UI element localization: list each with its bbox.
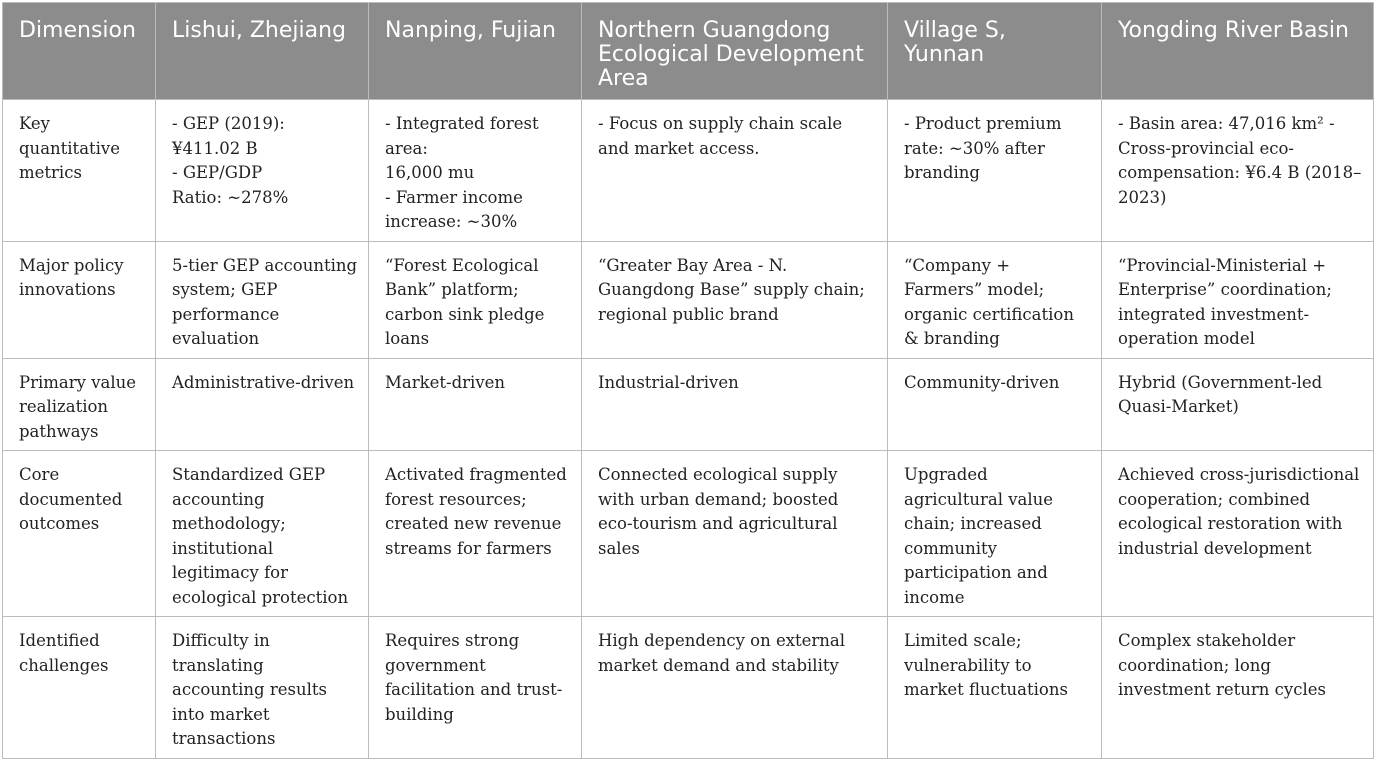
cell-line: ¥411.02 B <box>172 138 258 158</box>
table-cell: Market-driven <box>369 358 582 451</box>
cell-line: Ratio: ~278% <box>172 187 289 207</box>
cell-line: increase: ~30% <box>385 212 518 231</box>
table-cell: Connected ecological supply with urban demand; boosted eco-tourism and agricultural sales <box>582 451 888 617</box>
header-cell-northern-guangdong: Northern Guangdong Ecological Development Area <box>582 3 888 100</box>
row-label: Core documented outcomes <box>3 451 156 617</box>
table-cell: Hybrid (Government-led Quasi-Market) <box>1102 358 1374 451</box>
table-cell: Administrative-driven <box>156 358 369 451</box>
table-row <box>3 241 1374 358</box>
table-cell: “Forest Ecological Bank” platform; carbon sink pledge loans <box>369 241 582 358</box>
table-cell: “Company + Farmers” model; organic certification & branding <box>888 241 1102 358</box>
table-cell: Upgraded agricultural value chain; increased community participation and income <box>888 451 1102 617</box>
table-row <box>3 358 1374 451</box>
cell-line: - Integrated forest area: <box>385 114 539 158</box>
row-label: Primary value realization pathways <box>3 358 156 451</box>
table-cell: - Focus on supply chain scale and market access. <box>582 100 888 242</box>
comparison-table <box>2 2 1374 759</box>
cell-line: - GEP (2019): <box>172 114 285 133</box>
table-cell: Complex stakeholder coordination; long investment return cycles <box>1102 617 1374 759</box>
header-cell-lishui: Lishui, Zhejiang <box>156 3 369 100</box>
table-cell: High dependency on external market demand and stability <box>582 617 888 759</box>
table-cell: Limited scale; vulnerability to market fluctuations <box>888 617 1102 759</box>
table-cell: Industrial-driven <box>582 358 888 451</box>
header-row <box>3 3 1374 100</box>
row-label: Major policy innovations <box>3 241 156 358</box>
table-cell: - Basin area: 47,016 km² - Cross-provincial eco-compensation: ¥6.4 B (2018–2023) <box>1102 100 1374 242</box>
table-cell: Requires strong government facilitation and trust-building <box>369 617 582 759</box>
cell-line: - Farmer income <box>385 187 523 207</box>
table-cell: “Greater Bay Area - N. Guangdong Base” supply chain; regional public brand <box>582 241 888 358</box>
cell-line: - GEP/GDP <box>172 163 263 182</box>
header-cell-village-s: Village S, Yunnan <box>888 3 1102 100</box>
header-cell-nanping: Nanping, Fujian <box>369 3 582 100</box>
table-row <box>3 451 1374 617</box>
row-label: Identified challenges <box>3 617 156 759</box>
table-cell: Activated fragmented forest resources; created new revenue streams for farmers <box>369 451 582 617</box>
table-cell <box>156 100 369 242</box>
cell-line: 16,000 mu <box>385 163 475 182</box>
table-cell: Difficulty in translating accounting results into market transactions <box>156 617 369 759</box>
header-cell-dimension: Dimension <box>3 3 156 100</box>
table-row <box>3 100 1374 242</box>
table-cell: Community-driven <box>888 358 1102 451</box>
header-cell-yongding: Yongding River Basin <box>1102 3 1374 100</box>
row-label: Key quantitative metrics <box>3 100 156 242</box>
table-cell: Achieved cross-jurisdictional cooperation; combined ecological restoration with industrial development <box>1102 451 1374 617</box>
table-cell <box>369 100 582 242</box>
table-cell: - Product premium rate: ~30% after branding <box>888 100 1102 242</box>
table-cell: “Provincial-Ministerial + Enterprise” coordination; integrated investment-operation model <box>1102 241 1374 358</box>
table-cell: 5-tier GEP accounting system; GEP performance evaluation <box>156 241 369 358</box>
table-cell: Standardized GEP accounting methodology; institutional legitimacy for ecological protection <box>156 451 369 617</box>
table-row <box>3 617 1374 759</box>
